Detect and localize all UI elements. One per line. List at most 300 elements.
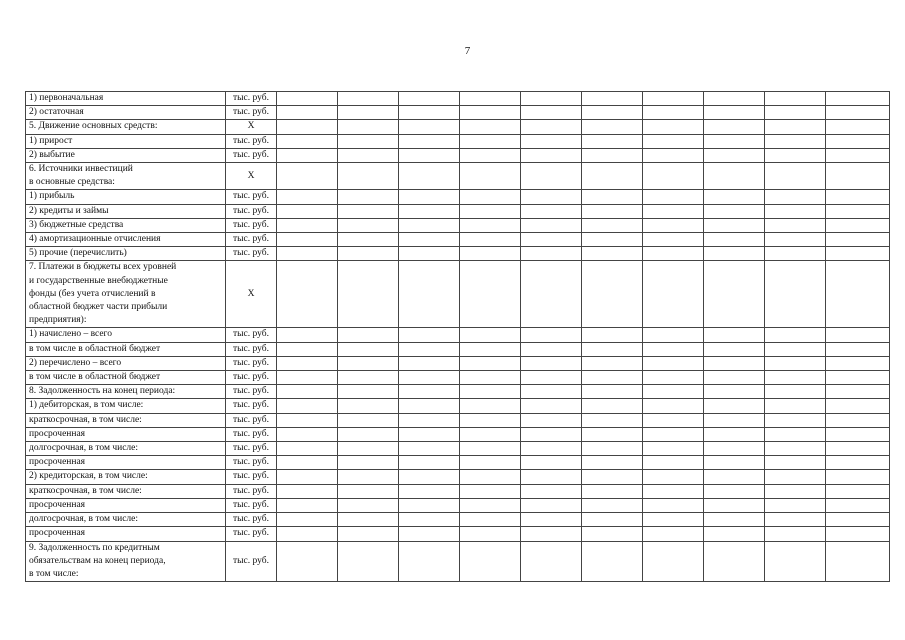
value-cell[interactable] bbox=[521, 413, 582, 427]
value-cell[interactable] bbox=[521, 218, 582, 232]
value-cell[interactable] bbox=[277, 328, 338, 342]
value-cell[interactable] bbox=[277, 134, 338, 148]
row-label: краткосрочная, в том числе: bbox=[26, 413, 226, 427]
value-cell[interactable] bbox=[643, 371, 704, 385]
value-cell[interactable] bbox=[399, 371, 460, 385]
value-cell[interactable] bbox=[643, 470, 704, 484]
row-unit: тыс. руб. bbox=[226, 106, 277, 120]
value-cell[interactable] bbox=[765, 328, 826, 342]
value-cell[interactable] bbox=[582, 371, 643, 385]
value-cell[interactable] bbox=[521, 163, 582, 190]
value-cell[interactable] bbox=[277, 427, 338, 441]
value-cell[interactable] bbox=[765, 413, 826, 427]
value-cell[interactable] bbox=[704, 513, 765, 527]
value-cell[interactable] bbox=[521, 356, 582, 370]
value-cell[interactable] bbox=[460, 92, 521, 106]
value-cell[interactable] bbox=[704, 413, 765, 427]
value-cell[interactable] bbox=[582, 427, 643, 441]
value-cell[interactable] bbox=[460, 163, 521, 190]
value-cell[interactable] bbox=[338, 106, 399, 120]
row-label: 2) остаточная bbox=[26, 106, 226, 120]
value-cell[interactable] bbox=[765, 456, 826, 470]
value-cell[interactable] bbox=[338, 120, 399, 134]
value-cell[interactable] bbox=[643, 442, 704, 456]
value-cell[interactable] bbox=[277, 120, 338, 134]
value-cell[interactable] bbox=[582, 498, 643, 512]
value-cell[interactable] bbox=[765, 204, 826, 218]
value-cell[interactable] bbox=[460, 204, 521, 218]
row-unit: Х bbox=[226, 120, 277, 134]
value-cell[interactable] bbox=[338, 371, 399, 385]
value-cell[interactable] bbox=[826, 385, 890, 399]
value-cell[interactable] bbox=[643, 513, 704, 527]
value-cell[interactable] bbox=[826, 356, 890, 370]
value-cell[interactable] bbox=[338, 527, 399, 541]
value-cell[interactable] bbox=[521, 484, 582, 498]
value-cell[interactable] bbox=[582, 399, 643, 413]
value-cell[interactable] bbox=[582, 541, 643, 582]
value-cell[interactable] bbox=[643, 356, 704, 370]
value-cell[interactable] bbox=[826, 106, 890, 120]
value-cell[interactable] bbox=[704, 385, 765, 399]
value-cell[interactable] bbox=[765, 218, 826, 232]
value-cell[interactable] bbox=[704, 527, 765, 541]
value-cell[interactable] bbox=[582, 356, 643, 370]
value-cell[interactable] bbox=[582, 527, 643, 541]
value-cell[interactable] bbox=[277, 148, 338, 162]
value-cell[interactable] bbox=[277, 261, 338, 328]
value-cell[interactable] bbox=[826, 120, 890, 134]
value-cell[interactable] bbox=[399, 134, 460, 148]
value-cell[interactable] bbox=[338, 470, 399, 484]
value-cell[interactable] bbox=[338, 541, 399, 582]
value-cell[interactable] bbox=[765, 427, 826, 441]
value-cell[interactable] bbox=[521, 498, 582, 512]
value-cell[interactable] bbox=[338, 456, 399, 470]
value-cell[interactable] bbox=[277, 399, 338, 413]
value-cell[interactable] bbox=[399, 261, 460, 328]
value-cell[interactable] bbox=[338, 92, 399, 106]
value-cell[interactable] bbox=[643, 148, 704, 162]
value-cell[interactable] bbox=[277, 456, 338, 470]
value-cell[interactable] bbox=[338, 399, 399, 413]
value-cell[interactable] bbox=[277, 527, 338, 541]
value-cell[interactable] bbox=[460, 134, 521, 148]
value-cell[interactable] bbox=[765, 513, 826, 527]
value-cell[interactable] bbox=[460, 120, 521, 134]
value-cell[interactable] bbox=[399, 484, 460, 498]
table-row bbox=[26, 218, 890, 232]
value-cell[interactable] bbox=[338, 484, 399, 498]
value-cell[interactable] bbox=[460, 527, 521, 541]
value-cell[interactable] bbox=[826, 190, 890, 204]
value-cell[interactable] bbox=[521, 513, 582, 527]
value-cell[interactable] bbox=[582, 470, 643, 484]
value-cell[interactable] bbox=[460, 247, 521, 261]
value-cell[interactable] bbox=[826, 456, 890, 470]
value-cell[interactable] bbox=[277, 484, 338, 498]
table-row bbox=[26, 513, 890, 527]
value-cell[interactable] bbox=[765, 498, 826, 512]
value-cell[interactable] bbox=[521, 190, 582, 204]
value-cell[interactable] bbox=[582, 190, 643, 204]
value-cell[interactable] bbox=[582, 163, 643, 190]
value-cell[interactable] bbox=[277, 413, 338, 427]
value-cell[interactable] bbox=[460, 233, 521, 247]
value-cell[interactable] bbox=[643, 247, 704, 261]
value-cell[interactable] bbox=[582, 413, 643, 427]
value-cell[interactable] bbox=[826, 92, 890, 106]
value-cell[interactable] bbox=[704, 356, 765, 370]
value-cell[interactable] bbox=[704, 218, 765, 232]
table-row bbox=[26, 413, 890, 427]
value-cell[interactable] bbox=[521, 261, 582, 328]
value-cell[interactable] bbox=[338, 356, 399, 370]
value-cell[interactable] bbox=[765, 233, 826, 247]
value-cell[interactable] bbox=[338, 328, 399, 342]
table-row bbox=[26, 163, 890, 190]
value-cell[interactable] bbox=[643, 261, 704, 328]
value-cell[interactable] bbox=[582, 342, 643, 356]
value-cell[interactable] bbox=[399, 342, 460, 356]
value-cell[interactable] bbox=[826, 134, 890, 148]
value-cell[interactable] bbox=[338, 342, 399, 356]
row-unit: тыс. руб. bbox=[226, 342, 277, 356]
value-cell[interactable] bbox=[704, 484, 765, 498]
value-cell[interactable] bbox=[826, 342, 890, 356]
value-cell[interactable] bbox=[521, 106, 582, 120]
value-cell[interactable] bbox=[338, 513, 399, 527]
value-cell[interactable] bbox=[704, 328, 765, 342]
report-table bbox=[25, 91, 890, 582]
value-cell[interactable] bbox=[338, 261, 399, 328]
value-cell[interactable] bbox=[704, 456, 765, 470]
value-cell[interactable] bbox=[277, 233, 338, 247]
value-cell[interactable] bbox=[277, 163, 338, 190]
value-cell[interactable] bbox=[765, 190, 826, 204]
value-cell[interactable] bbox=[460, 148, 521, 162]
value-cell[interactable] bbox=[521, 134, 582, 148]
value-cell[interactable] bbox=[704, 233, 765, 247]
value-cell[interactable] bbox=[826, 328, 890, 342]
value-cell[interactable] bbox=[399, 427, 460, 441]
value-cell[interactable] bbox=[704, 92, 765, 106]
row-label: краткосрочная, в том числе: bbox=[26, 484, 226, 498]
value-cell[interactable] bbox=[643, 399, 704, 413]
value-cell[interactable] bbox=[277, 371, 338, 385]
value-cell[interactable] bbox=[521, 456, 582, 470]
table-row bbox=[26, 120, 890, 134]
value-cell[interactable] bbox=[338, 385, 399, 399]
value-cell[interactable] bbox=[338, 413, 399, 427]
value-cell[interactable] bbox=[826, 470, 890, 484]
value-cell[interactable] bbox=[338, 233, 399, 247]
value-cell[interactable] bbox=[704, 427, 765, 441]
value-cell[interactable] bbox=[399, 498, 460, 512]
value-cell[interactable] bbox=[765, 342, 826, 356]
value-cell[interactable] bbox=[582, 247, 643, 261]
value-cell[interactable] bbox=[521, 328, 582, 342]
row-unit: тыс. руб. bbox=[226, 371, 277, 385]
value-cell[interactable] bbox=[521, 204, 582, 218]
value-cell[interactable] bbox=[521, 247, 582, 261]
value-cell[interactable] bbox=[582, 120, 643, 134]
value-cell[interactable] bbox=[399, 233, 460, 247]
value-cell[interactable] bbox=[582, 385, 643, 399]
value-cell[interactable] bbox=[826, 498, 890, 512]
value-cell[interactable] bbox=[643, 498, 704, 512]
value-cell[interactable] bbox=[765, 120, 826, 134]
value-cell[interactable] bbox=[643, 190, 704, 204]
value-cell[interactable] bbox=[460, 498, 521, 512]
value-cell[interactable] bbox=[399, 190, 460, 204]
value-cell[interactable] bbox=[521, 148, 582, 162]
value-cell[interactable] bbox=[399, 456, 460, 470]
value-cell[interactable] bbox=[460, 513, 521, 527]
value-cell[interactable] bbox=[704, 261, 765, 328]
value-cell[interactable] bbox=[521, 541, 582, 582]
value-cell[interactable] bbox=[460, 484, 521, 498]
value-cell[interactable] bbox=[582, 456, 643, 470]
value-cell[interactable] bbox=[277, 470, 338, 484]
value-cell[interactable] bbox=[765, 399, 826, 413]
value-cell[interactable] bbox=[460, 356, 521, 370]
value-cell[interactable] bbox=[399, 204, 460, 218]
value-cell[interactable] bbox=[399, 148, 460, 162]
value-cell[interactable] bbox=[460, 328, 521, 342]
value-cell[interactable] bbox=[765, 261, 826, 328]
value-cell[interactable] bbox=[460, 470, 521, 484]
value-cell[interactable] bbox=[338, 498, 399, 512]
value-cell[interactable] bbox=[277, 356, 338, 370]
value-cell[interactable] bbox=[277, 106, 338, 120]
value-cell[interactable] bbox=[521, 399, 582, 413]
value-cell[interactable] bbox=[277, 92, 338, 106]
value-cell[interactable] bbox=[704, 342, 765, 356]
value-cell[interactable] bbox=[582, 218, 643, 232]
value-cell[interactable] bbox=[460, 371, 521, 385]
value-cell[interactable] bbox=[582, 484, 643, 498]
value-cell[interactable] bbox=[521, 442, 582, 456]
value-cell[interactable] bbox=[826, 163, 890, 190]
row-label: 6. Источники инвестиций в основные средства: bbox=[26, 163, 226, 190]
value-cell[interactable] bbox=[399, 106, 460, 120]
value-cell[interactable] bbox=[460, 399, 521, 413]
value-cell[interactable] bbox=[277, 385, 338, 399]
value-cell[interactable] bbox=[521, 470, 582, 484]
value-cell[interactable] bbox=[765, 92, 826, 106]
value-cell[interactable] bbox=[704, 541, 765, 582]
value-cell[interactable] bbox=[521, 527, 582, 541]
row-label: 1) дебиторская, в том числе: bbox=[26, 399, 226, 413]
value-cell[interactable] bbox=[582, 106, 643, 120]
value-cell[interactable] bbox=[399, 442, 460, 456]
value-cell[interactable] bbox=[399, 399, 460, 413]
value-cell[interactable] bbox=[582, 513, 643, 527]
value-cell[interactable] bbox=[460, 261, 521, 328]
value-cell[interactable] bbox=[460, 218, 521, 232]
value-cell[interactable] bbox=[765, 385, 826, 399]
value-cell[interactable] bbox=[521, 371, 582, 385]
value-cell[interactable] bbox=[460, 456, 521, 470]
row-label: просроченная bbox=[26, 498, 226, 512]
value-cell[interactable] bbox=[704, 148, 765, 162]
value-cell[interactable] bbox=[643, 233, 704, 247]
value-cell[interactable] bbox=[338, 148, 399, 162]
value-cell[interactable] bbox=[643, 456, 704, 470]
value-cell[interactable] bbox=[521, 92, 582, 106]
value-cell[interactable] bbox=[765, 134, 826, 148]
value-cell[interactable] bbox=[399, 541, 460, 582]
value-cell[interactable] bbox=[399, 513, 460, 527]
value-cell[interactable] bbox=[277, 541, 338, 582]
value-cell[interactable] bbox=[460, 413, 521, 427]
value-cell[interactable] bbox=[582, 233, 643, 247]
value-cell[interactable] bbox=[765, 541, 826, 582]
value-cell[interactable] bbox=[704, 204, 765, 218]
value-cell[interactable] bbox=[643, 413, 704, 427]
value-cell[interactable] bbox=[277, 204, 338, 218]
value-cell[interactable] bbox=[277, 190, 338, 204]
row-label: просроченная bbox=[26, 456, 226, 470]
value-cell[interactable] bbox=[643, 342, 704, 356]
value-cell[interactable] bbox=[399, 356, 460, 370]
value-cell[interactable] bbox=[643, 541, 704, 582]
value-cell[interactable] bbox=[521, 342, 582, 356]
value-cell[interactable] bbox=[704, 442, 765, 456]
value-cell[interactable] bbox=[826, 413, 890, 427]
value-cell[interactable] bbox=[399, 328, 460, 342]
value-cell[interactable] bbox=[643, 484, 704, 498]
value-cell[interactable] bbox=[643, 92, 704, 106]
value-cell[interactable] bbox=[521, 427, 582, 441]
value-cell[interactable] bbox=[643, 134, 704, 148]
value-cell[interactable] bbox=[460, 190, 521, 204]
value-cell[interactable] bbox=[826, 233, 890, 247]
value-cell[interactable] bbox=[826, 513, 890, 527]
value-cell[interactable] bbox=[338, 218, 399, 232]
value-cell[interactable] bbox=[765, 163, 826, 190]
value-cell[interactable] bbox=[765, 371, 826, 385]
value-cell[interactable] bbox=[704, 498, 765, 512]
value-cell[interactable] bbox=[399, 120, 460, 134]
value-cell[interactable] bbox=[643, 385, 704, 399]
value-cell[interactable] bbox=[826, 261, 890, 328]
row-label: в том числе в областной бюджет bbox=[26, 371, 226, 385]
row-label: 2) выбытие bbox=[26, 148, 226, 162]
value-cell[interactable] bbox=[460, 385, 521, 399]
value-cell[interactable] bbox=[460, 106, 521, 120]
value-cell[interactable] bbox=[826, 427, 890, 441]
value-cell[interactable] bbox=[338, 134, 399, 148]
value-cell[interactable] bbox=[582, 92, 643, 106]
value-cell[interactable] bbox=[399, 470, 460, 484]
value-cell[interactable] bbox=[765, 484, 826, 498]
value-cell[interactable] bbox=[399, 92, 460, 106]
value-cell[interactable] bbox=[460, 442, 521, 456]
value-cell[interactable] bbox=[826, 204, 890, 218]
value-cell[interactable] bbox=[643, 106, 704, 120]
value-cell[interactable] bbox=[521, 385, 582, 399]
value-cell[interactable] bbox=[643, 204, 704, 218]
row-label: 1) первоначальная bbox=[26, 92, 226, 106]
value-cell[interactable] bbox=[765, 148, 826, 162]
value-cell[interactable] bbox=[826, 371, 890, 385]
value-cell[interactable] bbox=[399, 218, 460, 232]
value-cell[interactable] bbox=[521, 233, 582, 247]
value-cell[interactable] bbox=[582, 204, 643, 218]
value-cell[interactable] bbox=[765, 527, 826, 541]
value-cell[interactable] bbox=[704, 106, 765, 120]
value-cell[interactable] bbox=[704, 371, 765, 385]
value-cell[interactable] bbox=[277, 498, 338, 512]
value-cell[interactable] bbox=[643, 527, 704, 541]
value-cell[interactable] bbox=[460, 427, 521, 441]
value-cell[interactable] bbox=[826, 484, 890, 498]
value-cell[interactable] bbox=[582, 134, 643, 148]
value-cell[interactable] bbox=[338, 163, 399, 190]
value-cell[interactable] bbox=[399, 385, 460, 399]
value-cell[interactable] bbox=[704, 120, 765, 134]
value-cell[interactable] bbox=[704, 163, 765, 190]
value-cell[interactable] bbox=[826, 541, 890, 582]
value-cell[interactable] bbox=[643, 120, 704, 134]
value-cell[interactable] bbox=[460, 342, 521, 356]
value-cell[interactable] bbox=[399, 163, 460, 190]
value-cell[interactable] bbox=[765, 356, 826, 370]
value-cell[interactable] bbox=[338, 427, 399, 441]
value-cell[interactable] bbox=[521, 120, 582, 134]
value-cell[interactable] bbox=[338, 442, 399, 456]
value-cell[interactable] bbox=[582, 328, 643, 342]
value-cell[interactable] bbox=[704, 247, 765, 261]
value-cell[interactable] bbox=[582, 261, 643, 328]
value-cell[interactable] bbox=[277, 247, 338, 261]
value-cell[interactable] bbox=[338, 190, 399, 204]
value-cell[interactable] bbox=[704, 134, 765, 148]
value-cell[interactable] bbox=[277, 513, 338, 527]
value-cell[interactable] bbox=[704, 399, 765, 413]
value-cell[interactable] bbox=[826, 148, 890, 162]
value-cell[interactable] bbox=[643, 328, 704, 342]
value-cell[interactable] bbox=[765, 470, 826, 484]
value-cell[interactable] bbox=[582, 442, 643, 456]
value-cell[interactable] bbox=[765, 106, 826, 120]
value-cell[interactable] bbox=[277, 442, 338, 456]
value-cell[interactable] bbox=[826, 442, 890, 456]
value-cell[interactable] bbox=[765, 442, 826, 456]
value-cell[interactable] bbox=[399, 247, 460, 261]
value-cell[interactable] bbox=[826, 399, 890, 413]
value-cell[interactable] bbox=[399, 413, 460, 427]
value-cell[interactable] bbox=[826, 218, 890, 232]
value-cell[interactable] bbox=[338, 247, 399, 261]
value-cell[interactable] bbox=[704, 190, 765, 204]
value-cell[interactable] bbox=[582, 148, 643, 162]
value-cell[interactable] bbox=[460, 541, 521, 582]
value-cell[interactable] bbox=[643, 163, 704, 190]
value-cell[interactable] bbox=[277, 218, 338, 232]
value-cell[interactable] bbox=[643, 427, 704, 441]
value-cell[interactable] bbox=[826, 527, 890, 541]
value-cell[interactable] bbox=[277, 342, 338, 356]
value-cell[interactable] bbox=[704, 470, 765, 484]
value-cell[interactable] bbox=[399, 527, 460, 541]
value-cell[interactable] bbox=[826, 247, 890, 261]
value-cell[interactable] bbox=[643, 218, 704, 232]
value-cell[interactable] bbox=[338, 204, 399, 218]
value-cell[interactable] bbox=[765, 247, 826, 261]
